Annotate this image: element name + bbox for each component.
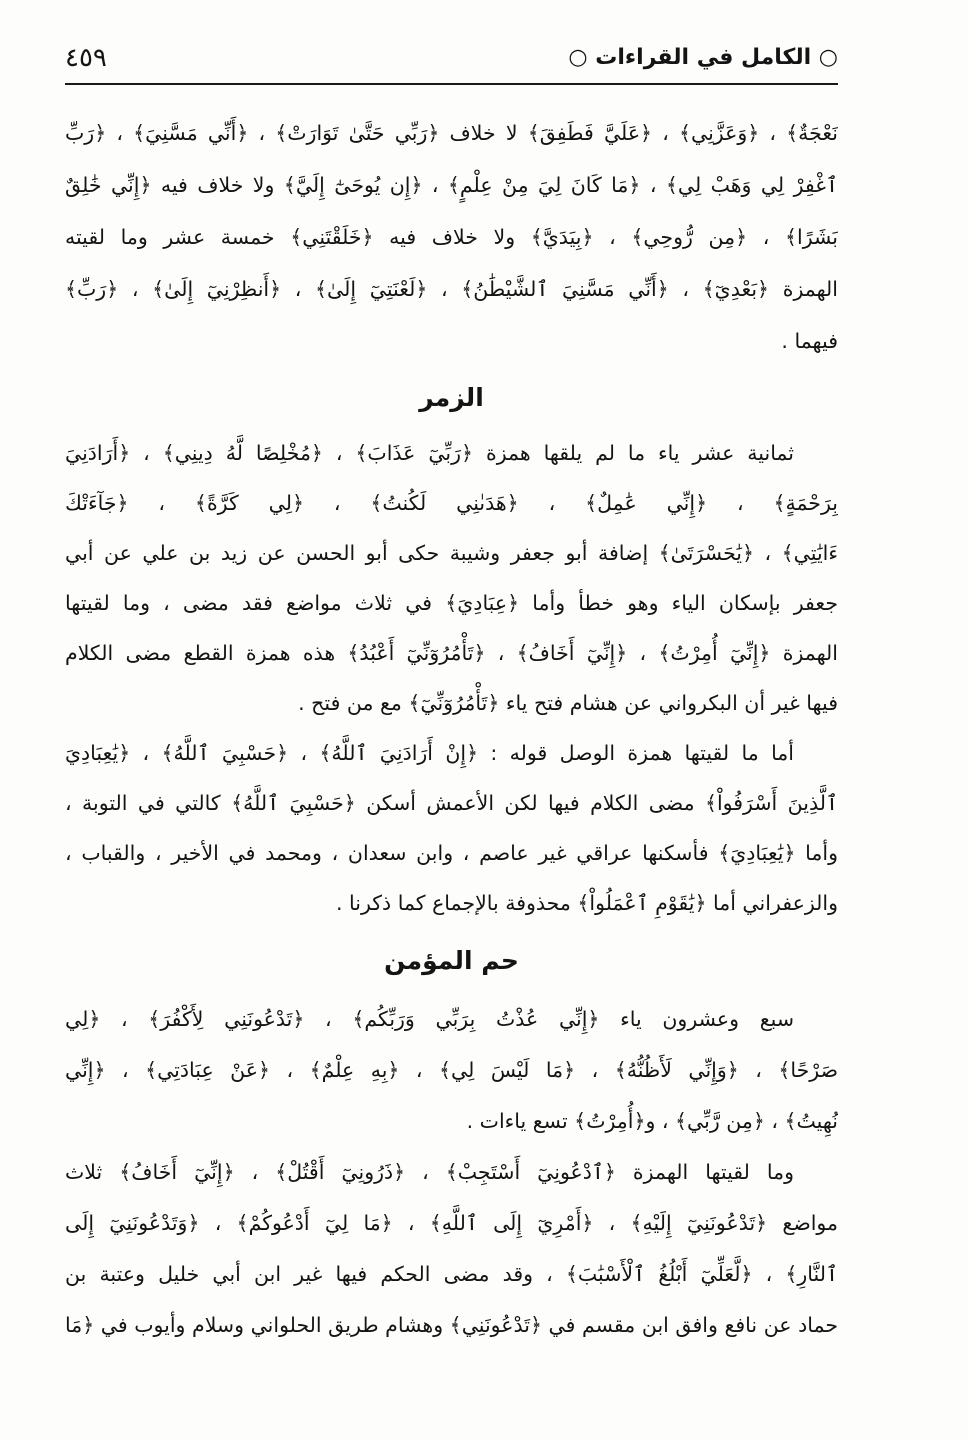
paragraph bbox=[65, 1147, 838, 1351]
text-line: ٱلَّذِينَ أَسْرَفُواْ﴾ مضى الكلام فيها لكن الأعمش أسكن ﴿حَسْبِيَ ٱللَّهُ﴾ كالتي في التوبة ، bbox=[65, 791, 838, 815]
text-line: أما ما لقيتها همزة الوصل قوله : ﴿إِنْ أَرَادَنِيَ ٱللَّهُ﴾ ، ﴿حَسْبِيَ ٱللَّهُ﴾ ، ﴿يَٰعِبَادِيَ bbox=[65, 741, 794, 765]
text-line: فيها غير أن البكرواني عن هشام فتح ياء ﴿تَأْمُرُوٓنِّيٓ﴾ مع من فتح . bbox=[298, 691, 838, 715]
text-line: صَرْحًا﴾ ، ﴿وَإِنِّي لَأَظُنُّهُ﴾ ، ﴿مَا لَيْسَ لِي﴾ ، ﴿بِهِ عِلْمٌ﴾ ، ﴿عَنْ عِبَادَتِي﴾ ، ﴿إِنِّي bbox=[65, 1058, 838, 1082]
text-line: ءَايَٰتِي﴾ ، ﴿يَٰحَسْرَتَىٰ﴾ إضافة أبو جعفر وشيبة حكى أبو الحسن عن زيد بن علي عن أبي bbox=[65, 541, 838, 565]
text-line: وما لقيتها الهمزة ﴿ٱدْعُونِيٓ أَسْتَجِبْ﴾ ، ﴿ذَرُونِيٓ أَقْتُلْ﴾ ، ﴿إِنِّيٓ أَخَافُ﴾ ثلاث bbox=[65, 1160, 794, 1184]
section-al-zumar bbox=[65, 367, 838, 928]
header-rule bbox=[65, 83, 838, 85]
text-line: فيهما . bbox=[781, 329, 838, 353]
text-line: بِرَحْمَةٍ﴾ ، ﴿إِنِّي عَٰمِلٌ﴾ ، ﴿هَدَىٰنِي لَكُنتُ﴾ ، ﴿لِي كَرَّةً﴾ ، ﴿جَآءَتْكَ bbox=[65, 491, 838, 515]
section-heading: حم المؤمن bbox=[384, 946, 519, 975]
page-number: ٤٥٩ bbox=[65, 43, 107, 73]
section-heading: الزمر bbox=[419, 383, 484, 412]
running-title: ○ الكامل في القراءات ○ bbox=[568, 45, 838, 70]
text-line: الهمزة ﴿بَعْدِيٓ﴾ ، ﴿أَنِّي مَسَّنِيَ ٱلشَّيْطَٰنُ﴾ ، ﴿لَعْنَتِيٓ إِلَىٰ﴾ ، ﴿أَنظِرْنِيٓ إِلَىٰ﴾ ، ﴿رَبِّ﴾ bbox=[65, 277, 838, 301]
text-line: ٱغْفِرْ لِي وَهَبْ لِي﴾ ، ﴿مَا كَانَ لِيَ مِنْ عِلْمٍ﴾ ، ﴿إِن يُوحَىٰٓ إِلَيَّ﴾ ولا خلاف فيه ﴿إِنِّي خَٰلِقٌ bbox=[65, 173, 838, 197]
paragraph bbox=[65, 428, 838, 728]
paragraph bbox=[65, 994, 838, 1147]
text-line: سبع وعشرون ياء ﴿إِنِّي عُذْتُ بِرَبِّي وَرَبِّكُم﴾ ، ﴿تَدْعُونَنِي لِأَكْفُرَ﴾ ، ﴿لِي bbox=[65, 1007, 794, 1031]
text-line: نُهِيتُ﴾ ، ﴿مِن رَّبِّي﴾ ، و﴿أُمِرْتُ﴾ تسع ياءات . bbox=[466, 1109, 838, 1133]
paragraph bbox=[65, 107, 838, 367]
page-text bbox=[65, 107, 838, 1351]
text-line: الهمزة ﴿إِنِّيٓ أُمِرْتُ﴾ ، ﴿إِنِّيٓ أَخَافُ﴾ ، ﴿تَأْمُرُوٓنِّيٓ أَعْبُدُ﴾ هذه همزة القطع مضى الكلام bbox=[65, 641, 838, 665]
text-line: نَعْجَةٌ﴾ ، ﴿وَعَزَّنِي﴾ ، ﴿عَلَيَّ فَطَفِقَ﴾ لا خلاف ﴿رَبِّي حَتَّىٰ تَوَارَتْ﴾ ، ﴿أَنِّي مَسَّنِيَ﴾ ، ﴿رَبِّ bbox=[65, 121, 838, 145]
text-line: وأما ﴿يَٰعِبَادِيَ﴾ فأسكنها عراقي غير عاصم ، وابن سعدان ، ومحمد في الأخير ، والقباب ، bbox=[65, 841, 838, 865]
section-ha-mim-al-mumin bbox=[65, 928, 838, 1351]
text-line: ٱلنَّارِ﴾ ، ﴿لَّعَلِّيٓ أَبْلُغُ ٱلْأَسْبَٰبَ﴾ ، وقد مضى الحكم فيها غير ابن أبي خليل وعتبة بن bbox=[65, 1262, 838, 1286]
running-header bbox=[65, 38, 838, 78]
paragraph bbox=[65, 728, 838, 928]
text-line: جعفر بإسكان الياء وهو خطأ وأما ﴿عِبَادِيَ﴾ في ثلاث مواضع فقد مضى ، وما لقيتها bbox=[65, 591, 838, 615]
text-line: مواضع ﴿تَدْعُونَنِيٓ إِلَيْهِ﴾ ، ﴿أَمْرِيٓ إِلَى ٱللَّهِ﴾ ، ﴿مَا لِيٓ أَدْعُوكُمْ﴾ ، ﴿وَتَدْعُونَنِيٓ إِلَى bbox=[65, 1211, 838, 1235]
text-line: بَشَرًا﴾ ، ﴿مِن رُّوحِي﴾ ، ﴿بِيَدَيَّ﴾ ولا خلاف فيه ﴿خَلَقْتَنِي﴾ خمسة عشر وما لقيته bbox=[65, 225, 838, 249]
section-continuation bbox=[65, 107, 838, 367]
text-line: والزعفراني أما ﴿يَٰقَوْمِ ٱعْمَلُواْ﴾ محذوفة بالإجماع كما ذكرنا . bbox=[336, 891, 838, 915]
text-line: حماد عن نافع وافق ابن مقسم في ﴿تَدْعُونَنِي﴾ وهشام طريق الحلواني وسلام وأيوب في ﴿مَا bbox=[65, 1313, 838, 1337]
text-line: ثمانية عشر ياء ما لم يلقها همزة ﴿رَبِّيٓ عَذَابَ﴾ ، ﴿مُخْلِصًا لَّهُ دِينِي﴾ ، ﴿أَرَادَنِيَ bbox=[65, 441, 794, 465]
